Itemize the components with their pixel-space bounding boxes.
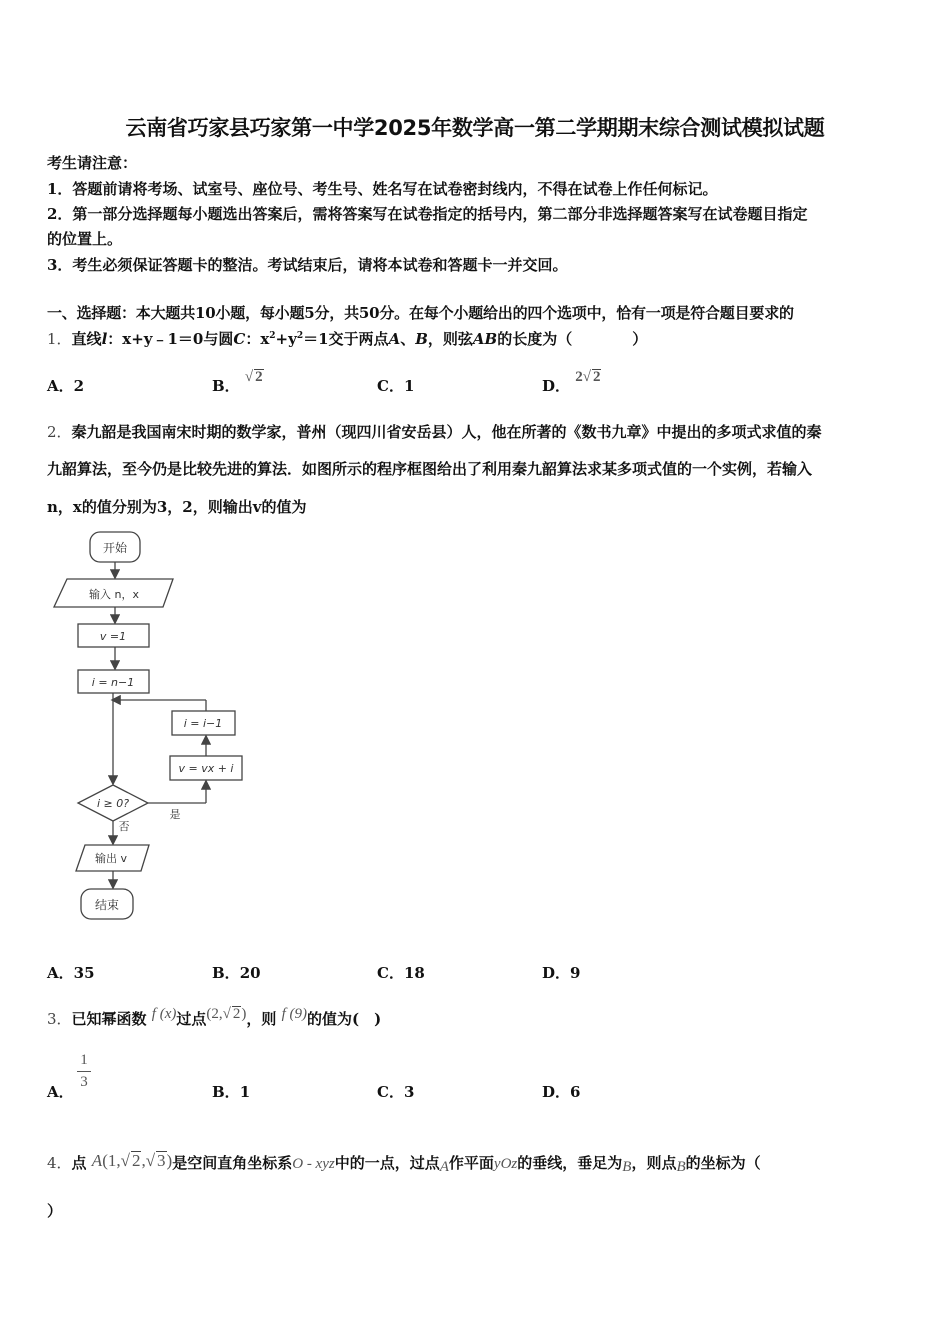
- sqrt-expression: 2√ 2: [575, 369, 601, 385]
- flow-no-label: 否: [118, 820, 130, 833]
- flow-i-decrement-label: i = i−1: [183, 717, 223, 730]
- q2-option-b: B．20: [212, 964, 261, 982]
- flow-start-label: 开始: [102, 541, 128, 555]
- question-1-stem: 1．直线l：x+y﹣1＝0与圆C：$x^2+y^2=1$交于两点A、B，则弦AB的长度为（ ）: [47, 330, 648, 348]
- notice-item-2: 2．第一部分选择题每小题选出答案后，需将答案写在试卷指定的括号内，第二部分非选择题答案写在试卷题目指定: [47, 205, 808, 223]
- flow-end-label: 结束: [94, 898, 120, 912]
- flow-v-init-label: v =1: [99, 630, 127, 643]
- section-heading: 一、选择题：本大题共10小题，每小题5分，共50分。在每个小题给出的四个选项中，恰有一项是符合题目要求的: [47, 304, 794, 322]
- sqrt-expression: √ 2: [244, 369, 263, 385]
- flowchart: [45, 525, 265, 925]
- question-4-line-2: ）: [47, 1202, 63, 1220]
- q2-option-a: A．35: [47, 964, 95, 982]
- q1-option-a: A．2: [47, 377, 85, 395]
- flow-input-label: 输入 n，x: [89, 588, 139, 601]
- flow-decision-label: i ≥ 0?: [96, 797, 130, 810]
- q3-option-c: C．3: [377, 1083, 415, 1101]
- flow-i-init-label: i = n−1: [91, 676, 135, 689]
- notice-item-2-cont: 的位置上。: [47, 230, 123, 248]
- q2-option-c: C．18: [377, 964, 425, 982]
- q3-option-d: D．6: [542, 1083, 581, 1101]
- q1-option-c: C．1: [377, 377, 415, 395]
- notice-item-3: 3．考生必须保证答题卡的整洁。考试结束后，请将本试卷和答题卡一并交回。: [47, 256, 568, 274]
- q3-option-a: A．: [47, 1083, 74, 1101]
- notice-item-1: 1．答题前请将考场、试室号、座位号、考生号、姓名写在试卷密封线内，不得在试卷上作任何标记。: [47, 180, 718, 198]
- fraction: 1 3: [77, 1052, 91, 1091]
- question-4-stem: 4．点 A(1,√ 2,√ 3)是空间直角坐标系O - xyz中的一点，过点A作平面yOz的垂线，垂足为B，则点B的坐标为（: [47, 1151, 761, 1175]
- q3-option-b: B．1: [212, 1083, 251, 1101]
- notice-heading: 考生请注意：: [47, 154, 138, 172]
- question-2-line-3: n，x的值分别为3，2，则输出v的值为: [47, 498, 307, 516]
- question-3-stem: 3．已知幂函数 f (x)过点(2,√ 2)，则 f (9)的值为( ): [47, 1006, 382, 1028]
- flow-v-update-label: v = vx + i: [178, 762, 234, 775]
- q1-option-b: B． √ 2: [212, 369, 263, 395]
- flow-yes-label: 是: [169, 808, 181, 821]
- question-2-line-1: 2．秦九韶是我国南宋时期的数学家，普州（现四川省安岳县）人，他在所著的《数书九章》中提出的多项式求值的秦: [47, 423, 822, 441]
- flow-output-label: 输出 v: [94, 852, 128, 865]
- question-2-line-2: 九韶算法，至今仍是比较先进的算法．如图所示的程序框图给出了利用秦九韶算法求某多项式值的一个实例，若输入: [47, 460, 813, 478]
- page-title: 云南省巧家县巧家第一中学2025年数学高一第二学期期末综合测试模拟试题: [125, 116, 825, 140]
- question-number: 1．: [47, 330, 72, 348]
- q1-option-d: D． 2√ 2: [542, 369, 601, 395]
- q2-option-d: D．9: [542, 964, 581, 982]
